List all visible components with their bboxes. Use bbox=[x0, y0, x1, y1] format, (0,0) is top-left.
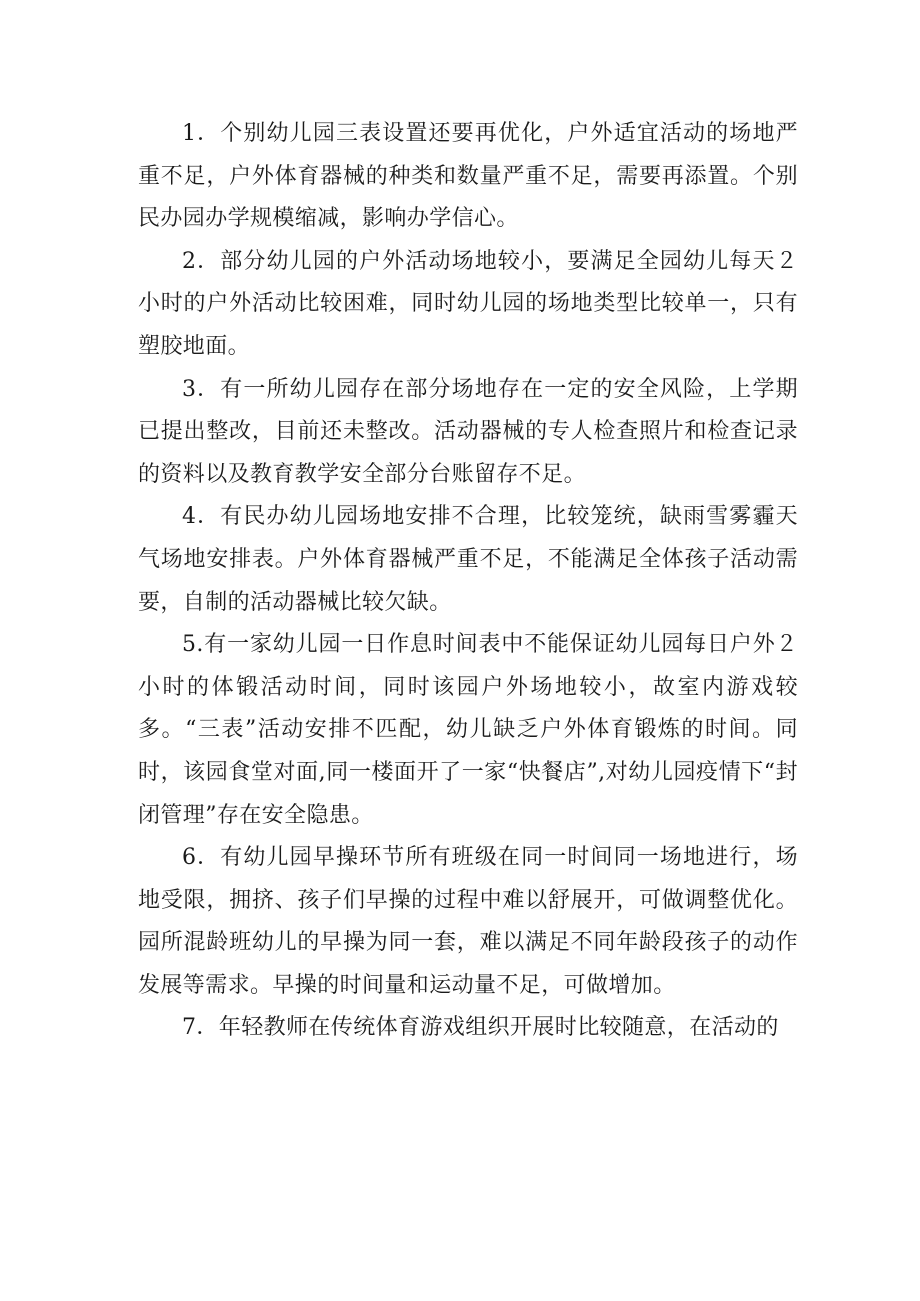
document-body bbox=[138, 113, 798, 1050]
paragraph-6: 6．有幼儿园早操环节所有班级在同一时间同一场地进行，场地受限，拥挤、孩子们早操的过程中难以舒展开，可做调整优化。园所混龄班幼儿的早操为同一套，难以满足不同年龄段孩子的动作发展等需求。早操的时间量和运动量不足，可做增加。 bbox=[138, 845, 798, 998]
paragraph-1: 1．个别幼儿园三表设置还要再优化，户外适宜活动的场地严重不足，户外体育器械的种类和数量严重不足，需要再添置。个别民办园办学规模缩减，影响办学信心。 bbox=[138, 121, 798, 232]
paragraph-5: 5.有一家幼儿园一日作息时间表中不能保证幼儿园每日户外２小时的体锻活动时间，同时该园户外场地较小，故室内游戏较多。“三表”活动安排不匹配，幼儿缺乏户外体育锻炼的时间。同时，该园食堂对面,同一楼面开了一家“快餐店”,对幼儿园疫情下“封闭管理”存在安全隐患。 bbox=[138, 632, 798, 828]
paragraph-3: 3．有一所幼儿园存在部分场地存在一定的安全风险，上学期已提出整改，目前还未整改。活动器械的专人检查照片和检查记录的资料以及教育教学安全部分台账留存不足。 bbox=[138, 376, 798, 487]
paragraph-4: 4．有民办幼儿园场地安排不合理，比较笼统，缺雨雪雾霾天气场地安排表。户外体育器械严重不足，不能满足全体孩子活动需要，自制的活动器械比较欠缺。 bbox=[138, 504, 798, 615]
paragraph-2: 2．部分幼儿园的户外活动场地较小，要满足全园幼儿每天２小时的户外活动比较困难，同时幼儿园的场地类型比较单一，只有塑胶地面。 bbox=[138, 248, 798, 359]
paragraph-7: 7．年轻教师在传统体育游戏组织开展时比较随意，在活动的 bbox=[182, 1015, 779, 1041]
